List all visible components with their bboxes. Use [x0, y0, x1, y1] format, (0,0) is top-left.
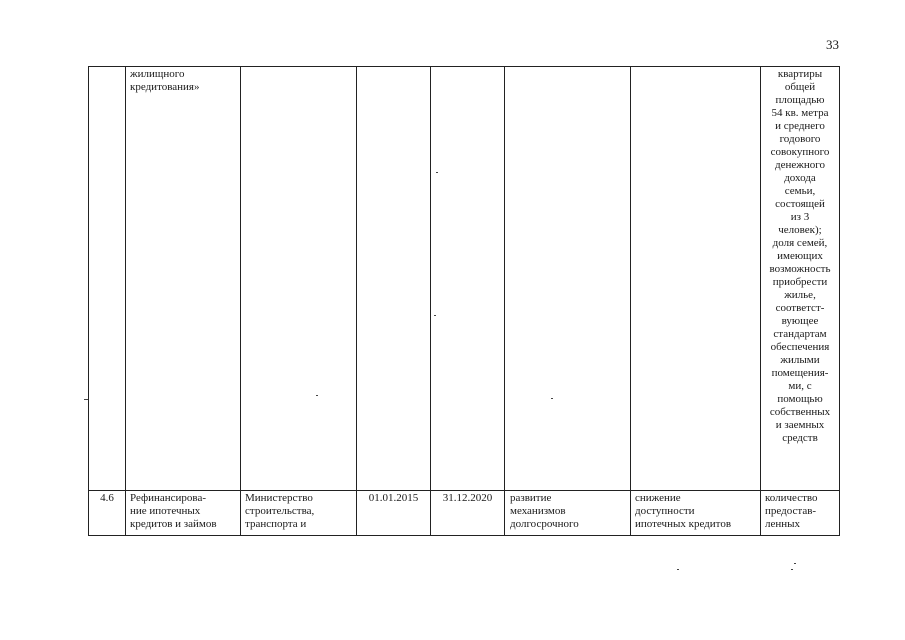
column-divider: [630, 66, 631, 536]
scan-speck: [794, 563, 796, 564]
table-bottom-border: [88, 535, 840, 536]
row-number: 4.6: [100, 492, 114, 504]
scan-speck: [791, 569, 793, 570]
table-right-border: [839, 66, 840, 536]
scan-speck: [434, 315, 436, 316]
scan-speck: [436, 172, 438, 173]
column-divider: [504, 66, 505, 536]
indicator: количество предостав- ленных: [765, 492, 818, 530]
column-divider: [125, 66, 126, 536]
executor: Министерство строительства, транспорта и: [245, 492, 315, 530]
measure-name: Рефинансирова- ние ипотечных кредитов и займов: [130, 492, 217, 530]
table-row-divider: [88, 490, 840, 491]
start-date: 01.01.2015: [368, 492, 419, 504]
column-divider: [430, 66, 431, 536]
column-divider: [240, 66, 241, 536]
consequence: снижение доступности ипотечных кредитов: [635, 492, 732, 530]
scan-speck: [677, 569, 679, 570]
column-divider: [356, 66, 357, 536]
expected-result: развитие механизмов долгосрочного: [510, 492, 579, 530]
scan-speck: [551, 398, 553, 399]
measure-name-continued: жилищного кредитования»: [130, 68, 200, 93]
scan-speck: [84, 399, 88, 400]
indicator-continued: квартиры общей площадью 54 кв. метра и среднего годового совокупного денежного дохода семьи, состоящей из 3 человек); доля семей, имеющих возможность приобрести жилье, соответст- вующее стандартам обеспечения жилыми помещения- ми, с помощью собственных и заемных средств: [769, 68, 831, 444]
end-date: 31.12.2020: [442, 492, 493, 504]
scan-speck: [316, 395, 318, 396]
page-number: 33: [826, 37, 839, 52]
table-left-border: [88, 66, 89, 536]
table-top-border: [88, 66, 840, 67]
